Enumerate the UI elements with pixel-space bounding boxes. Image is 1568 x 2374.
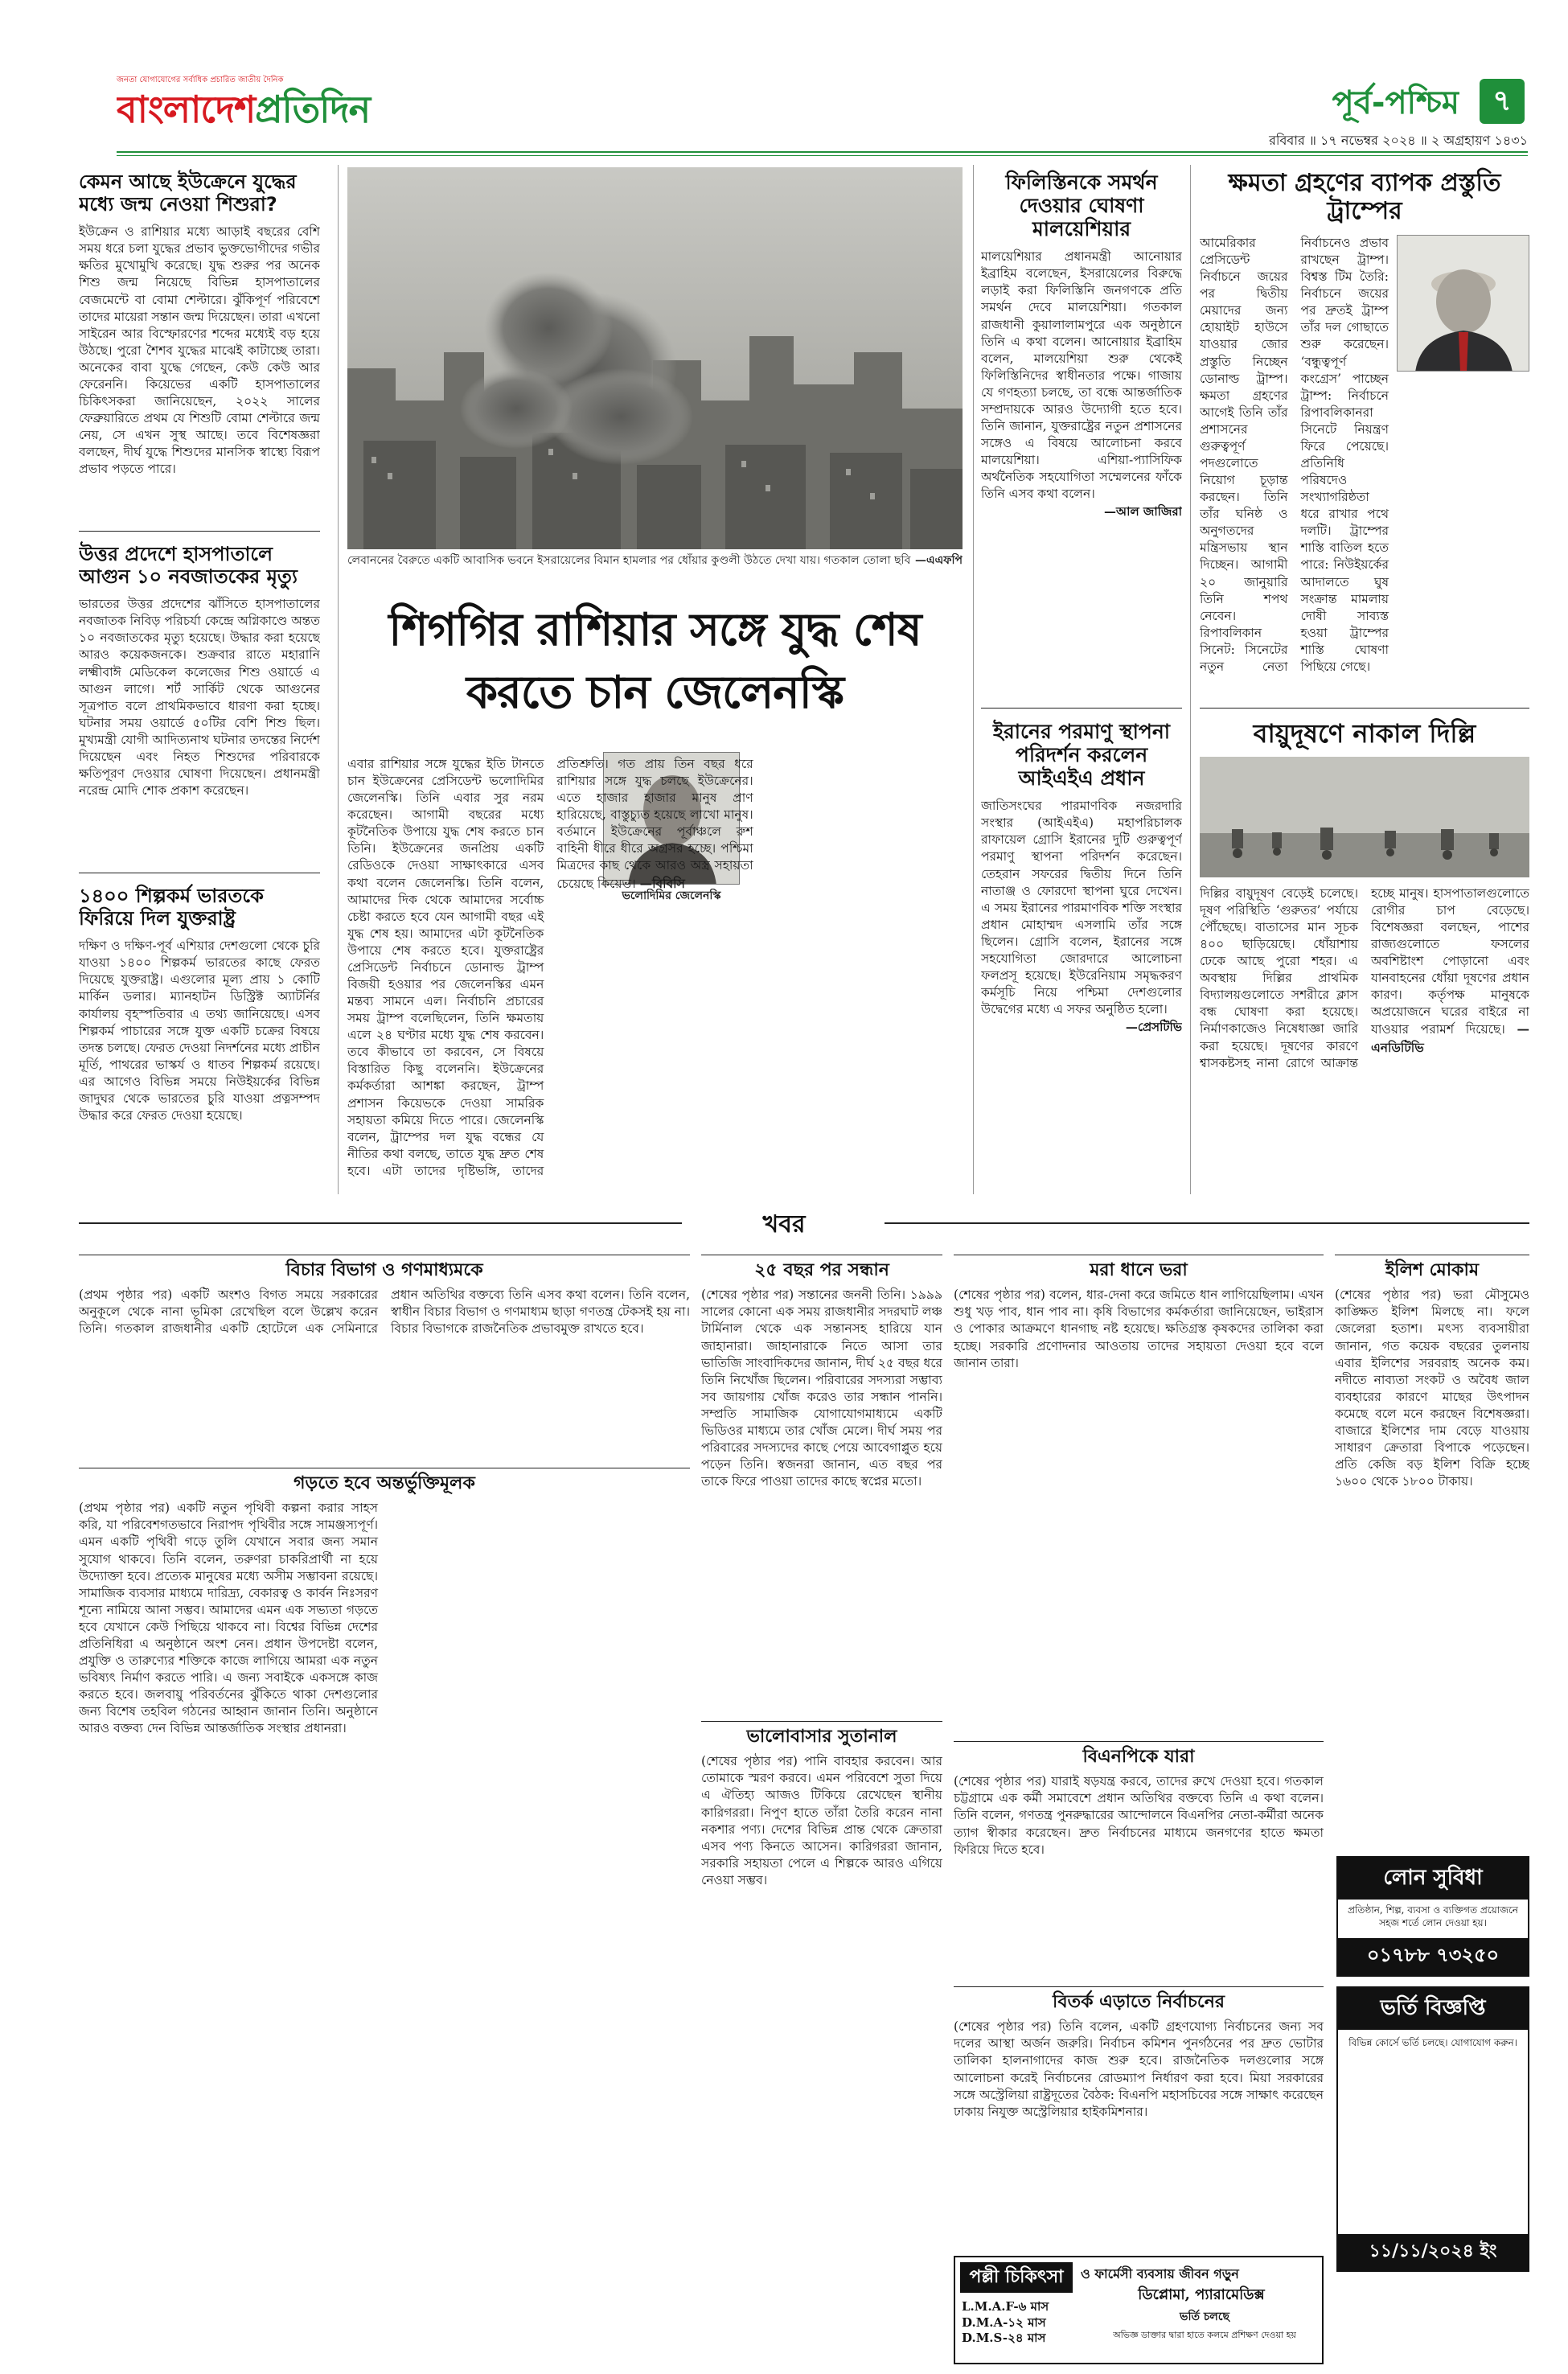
story-up-hospital-fire <box>79 537 320 867</box>
ad-loan-phone: ০১৭৮৮ ৭৩২৫০ <box>1338 1938 1528 1975</box>
divider <box>1200 708 1529 709</box>
jump-avoid-controversy <box>954 1986 1324 2252</box>
story-title: ক্ষমতা গ্রহণের ব্যাপক প্রস্তুতি ট্রাম্পের <box>1228 169 1501 225</box>
jump-found-after-25-years <box>701 1255 942 1705</box>
ad-loan <box>1336 1856 1529 1977</box>
ad-clinic-code: D.M.A-১২ মাস <box>962 2314 1046 2330</box>
lead-photo-caption <box>347 553 963 592</box>
column-rule <box>338 165 339 1194</box>
ad-clinic-sub: ও ফার্মেসী ব্যবসায় জীবন গড়ুন <box>1081 2266 1239 2282</box>
story-body: দক্ষিণ ও দক্ষিণ-পূর্ব এশিয়ার দেশগুলো থেকে চুরি যাওয়া ১৪০০ শিল্পকর্ম ভারতের কাছে ফেরত দিয়েছে যুক্তরাষ্ট্র। এগুলোর মূল্য প্রায় ১ কোটি মার্কিন ডলার। ম্যানহাটন ডিস্ট্রিক্ট অ্যাটর্নির কার্যালয় বৃহস্পতিবার এ তথ্য জানিয়েছে। এসব শিল্পকর্ম পাচারের সঙ্গে যুক্ত একটি চক্রের বিষয়ে তদন্ত চলছে। ফেরত দেওয়া নিদর্শনের মধ্যে প্রাচীন মূর্তি, পাথরের ভাস্কর্য ও ধাতব শিল্পকর্ম রয়েছে। এর আগেও বিভিন্ন সময়ে নিউইয়র্কের বিভিন্ন জাদুঘর থেকে ভারতের চুরি যাওয়া প্রত্নসম্পদ উদ্ধার করে ফেরত দেওয়া হয়েছে। <box>79 939 320 1123</box>
ad-clinic-code: D.M.S-২৪ মাস <box>962 2331 1046 2345</box>
story-credit: —আল জাজিরা <box>1104 504 1182 520</box>
story-title: ১৪০০ শিল্পকর্ম ভারতকে ফিরিয়ে দিল যুক্তরাষ্ট্র <box>79 885 264 930</box>
story-body: (শেষের পৃষ্ঠার পর) যারাই ষড়যন্ত্র করবে, তাদের রুখে দেওয়া হবে। গতকাল চট্টগ্রামে এক কর্মী সমাবেশে প্রধান অতিথির বক্তব্যে তিনি এ কথা বলেন। তিনি বলেন, গণতন্ত্র পুনরুদ্ধারের আন্দোলনে বিএনপির নেতা-কর্মীরা অনেক ত্যাগ স্বীকার করেছেন। দ্রুত নির্বাচনের মাধ্যমে জনগণের হাতে ক্ষমতা ফিরিয়ে দিতে হবে। <box>954 1774 1324 1857</box>
logo-name-part2: প্রতিদিন <box>255 88 371 131</box>
story-trump-preparation <box>1200 165 1529 704</box>
story-artifacts-returned <box>79 879 320 1194</box>
ad-clinic-title: পল্লী চিকিৎসা <box>960 2262 1073 2293</box>
story-body: জাতিসংঘের পারমাণবিক নজরদারি সংস্থার (আইএইএ) মহাপরিচালক রাফায়েল গ্রোসি ইরানের দুটি গুরুত্বপূর্ণ পরমাণু স্থাপনা পরিদর্শন করেছেন। তেহরান সফরের দ্বিতীয় দিনে তিনি নাতাঞ্জ ও ফোরদো স্থাপনা ঘুরে দেখেন। এ সময় ইরানের পারমাণবিক শক্তি সংস্থার প্রধান মোহাম্মদ এসলামি তাঁর সঙ্গে ছিলেন। গ্রোসি বলেন, ইরানের সঙ্গে সহযোগিতা জোরদারে আলোচনা ফলপ্রসূ হয়েছে। ইউরেনিয়াম সমৃদ্ধকরণ কর্মসূচি নিয়ে পশ্চিমা দেশগুলোর উদ্বেগের মধ্যে এ সফর অনুষ্ঠিত হলো। <box>981 799 1182 1017</box>
portrait-caption: ভলোদিমির জেলেনস্কি <box>622 889 721 902</box>
ad-loan-title: লোন সুবিধা <box>1338 1858 1528 1900</box>
masthead-logo <box>117 82 495 137</box>
story-body: (শেষের পৃষ্ঠার পর) বলেন, ধার-দেনা করে জমিতে ধান লাগিয়েছিলাম। এখন শুধু খড় পাব, ধান পাব না। কৃষি বিভাগের কর্মকর্তারা জানিয়েছেন, ভাইরাস ও পোকার আক্রমণে ধানগাছ নষ্ট হয়েছে। ক্ষতিগ্রস্ত কৃষকদের তালিকা করা হচ্ছে। সরকারি প্রণোদনার আওতায় তাদের সহায়তা দেওয়া হবে বলে জানান তারা। <box>954 1288 1324 1370</box>
issue-date: রবিবার ॥ ১৭ নভেম্বর ২০২৪ ॥ ২ অগ্রহায়ণ ১৪৩১ <box>1269 133 1528 148</box>
ad-clinic-footer: অভিজ্ঞ ডাক্তার দ্বারা হাতে কলমে প্রশিক্ষণ দেওয়া হয় <box>1113 2330 1296 2340</box>
story-title: ইলিশ মোকাম <box>1335 1255 1529 1280</box>
story-credit: —এনডিটিভি <box>1371 1021 1529 1055</box>
story-malaysia-palestine <box>981 165 1182 663</box>
column-rule <box>1190 165 1191 1194</box>
page-number-value: ৭ <box>1492 84 1512 117</box>
lead-body-text: এবার রাশিয়ার সঙ্গে যুদ্ধের ইতি টানতে চান ইউক্রেনের প্রেসিডেন্ট ভলোদিমির জেলেনস্কি। তিনি এবার সুর নরম করেছেন। আগামী বছরের মধ্যে কূটনৈতিক উপায়ে যুদ্ধ শেষ করতে চান তিনি। ইউক্রেনের জনপ্রিয় একটি রেডিওকে দেওয়া সাক্ষাৎকারে এসব কথা বলেন জেলেনস্কি। তিনি বলেন, আমাদের দিক থেকে আমাদের সর্বোচ্চ চেষ্টা করতে হবে যেন আগামী বছর এই যুদ্ধ শেষ হয়। আমাদের এটা কূটনৈতিক উপায়ে শেষ করতে হবে। যুক্তরাষ্ট্রের প্রেসিডেন্ট নির্বাচনে ডোনাল্ড ট্রাম্প বিজয়ী হওয়ার পর জেলেনস্কির এমন মন্তব্য সামনে এল। নির্বাচনি প্রচারের সময় ট্রাম্প বলেছিলেন, তিনি ক্ষমতায় এলে ২৪ ঘণ্টার মধ্যে যুদ্ধ শেষ করবেন। তবে কীভাবে তা করবেন, সে বিষয়ে বিস্তারিত কিছু বলেননি। ইউক্রেনের কর্মকর্তারা আশঙ্কা করছেন, ট্রাম্প প্রশাসন কিয়েভকে দেওয়া সামরিক সহায়তা কমিয়ে দিতে পারে। জেলেনস্কি বলেন, ট্রাম্পের দল যুদ্ধ বন্ধের যে নীতির কথা বলছে, তাতে যুদ্ধ দ্রুত শেষ হবে। এটা তাদের দৃষ্টিভঙ্গি, তাদের প্রতিশ্রুতি। গত প্রায় তিন বছর ধরে রাশিয়ার সঙ্গে যুদ্ধ চলছে ইউক্রেনের। এতে হাজার হাজার মানুষ প্রাণ হারিয়েছে, বাস্তুচ্যুত হয়েছে লাখো মানুষ। বর্তমানে ইউক্রেনের পূর্বাঞ্চলে রুশ বাহিনী ধীরে ধীরে অগ্রসর হচ্ছে। পশ্চিমা মিত্রদের কাছ থেকে আরও অস্ত্র সহায়তা চেয়েছে কিয়েভ। <box>347 757 753 1178</box>
ad-admission-text: বিভিন্ন কোর্সে ভর্তি চলছে। যোগাযোগ করুন। <box>1348 2037 1517 2048</box>
ad-clinic-codes <box>962 2299 1082 2347</box>
masthead-rule-thin <box>117 155 1528 156</box>
page-number <box>1480 79 1525 124</box>
jump-inclusive-world <box>79 1468 690 2272</box>
story-body: (শেষের পৃষ্ঠার পর) তিনি বলেন, একটি গ্রহণযোগ্য নির্বাচনের জন্য সব দলের আস্থা অর্জন জরুরি। নির্বাচন কমিশন পুনর্গঠনের পর দ্রুত ভোটার তালিকা হালনাগাদের কাজ শুরু হবে। রাজনৈতিক দলগুলোর সঙ্গে আলোচনা করেই নির্বাচনের রোডম্যাপ নির্ধারণ করা হবে। মিয়া সরকারের সঙ্গে অস্ট্রেলিয়া রাষ্ট্রদূতের বৈঠক: বিএনপি মহাসচিবের সঙ্গে সাক্ষাৎ করেছেন ঢাকায় নিযুক্ত অস্ট্রেলিয়ার হাইকমিশনার। <box>954 2019 1324 2119</box>
ad-village-doctor <box>954 2256 1324 2364</box>
caption-text: লেবাননের বৈরুতে একটি আবাসিক ভবনে ইসরায়েলের বিমান হামলার পর ধোঁয়ার কুণ্ডলী উঠতে দেখা যায়। গতকাল তোলা ছবি <box>347 554 911 567</box>
story-title: বিচার বিভাগ ও গণমাধ্যমকে <box>79 1255 690 1280</box>
section-bar-rule-right <box>885 1222 1529 1224</box>
section-title: পূর্ব-পশ্চিম <box>1332 84 1459 121</box>
caption-credit: —এএফপি <box>914 554 963 567</box>
divider <box>79 531 320 532</box>
logo-name-part1: বাংলাদেশ <box>117 88 256 131</box>
story-title: মরা ধানে ভরা <box>954 1255 1324 1280</box>
story-title: ফিলিস্তিনকে সমর্থন দেওয়ার ঘোষণা মালয়েশিয়ার <box>1005 170 1158 240</box>
story-delhi-pollution <box>1200 714 1529 1194</box>
ad-admission <box>1336 1986 1529 2272</box>
lead-photo <box>347 167 963 549</box>
story-body-text: দিল্লির বায়ুদূষণ বেড়েই চলেছে। দূষণ পরিস্থিতি ‘গুরুতর’ পর্যায়ে পৌঁছেছে। বাতাসের মান সূচক ৪০০ ছাড়িয়েছে। ধোঁয়াশায় ঢেকে আছে পুরো শহর। এ অবস্থায় দিল্লির প্রাথমিক বিদ্যালয়গুলোতে সশরীরে ক্লাস বন্ধ ঘোষণা করা হয়েছে। নির্মাণকাজেও নিষেধাজ্ঞা জারি করা হয়েছে। দূষণের কারণে শ্বাসকষ্টসহ নানা রোগে আক্রান্ত হচ্ছে মানুষ। হাসপাতালগুলোতে রোগীর চাপ বেড়েছে। বিশেষজ্ঞরা বলছেন, পাশের রাজ্যগুলোতে ফসলের অবশিষ্টাংশ পোড়ানো এবং যানবাহনের ধোঁয়া দূষণের প্রধান কারণ। কর্তৃপক্ষ মানুষকে অপ্রয়োজনে ঘরের বাইরে না যাওয়ার পরামর্শ দিয়েছে। <box>1200 885 1529 1070</box>
delhi-smog-photo <box>1200 757 1529 877</box>
jump-love-thread <box>701 1721 942 2272</box>
lead-body <box>347 756 963 1194</box>
story-title: বিএনপিকে যারা <box>954 1741 1324 1767</box>
story-ukraine-children <box>79 165 320 527</box>
story-body: ইউক্রেন ও রাশিয়ার মধ্যে আড়াই বছরের বেশি সময় ধরে চলা যুদ্ধের প্রভাব ভুক্তভোগীদের গভীর ক্ষতির মুখোমুখি করেছে। যুদ্ধ শুরুর পর অনেক শিশু জন্ম নিয়েছে বিভিন্ন হাসপাতালের বেজমেন্টে বা বোমা শেল্টারে। ঝুঁকিপূর্ণ পরিবেশে তাদের মায়েরা সন্তান জন্ম দিয়েছেন। তারা এখনো সাইরেন আর বিস্ফোরণের শব্দের মধ্যেই বড় হয়ে উঠছে। পুরো শৈশব যুদ্ধের মাঝেই কাটাচ্ছে তারা। অনেকের বাবা যুদ্ধে গেছেন, কেউ কেউ আর ফেরেননি। কিয়েভের একটি হাসপাতালের চিকিৎসকরা জানিয়েছেন, ২০২২ সালের ফেব্রুয়ারিতে প্রথম যে শিশুটি বোমা শেল্টারে জন্ম নেয়, সে এখন সুস্থ আছে। তবে বিশেষজ্ঞরা বলছেন, দীর্ঘ যুদ্ধে শিশুদের মানসিক স্বাস্থ্যে বিরূপ প্রভাব পড়তে পারে। <box>79 224 320 477</box>
ad-clinic-code: L.M.A.F-৬ মাস <box>962 2299 1049 2314</box>
masthead <box>0 0 1568 165</box>
ad-admission-title: ভর্তি বিজ্ঞপ্তি <box>1338 1988 1528 2030</box>
story-title: ২৫ বছর পর সন্ধান <box>701 1255 942 1280</box>
story-title: ভালোবাসার সুতানাল <box>701 1721 942 1747</box>
city-smoke-illustration <box>347 167 963 549</box>
story-body: মালয়েশিয়ার প্রধানমন্ত্রী আনোয়ার ইব্রাহিম বলেছেন, ইসরায়েলের বিরুদ্ধে লড়াই করা ফিলিস্তিনি জনগণকে প্রতি সমর্থন দেবে মালয়েশিয়া। গতকাল রাজধানী কুয়ালালামপুরে এক অনুষ্ঠানে তিনি এ কথা বলেন। আনোয়ার ইব্রাহিম বলেন, মালয়েশিয়া শুরু থেকেই ফিলিস্তিনিদের স্বাধীনতার পক্ষে। গাজায় যে গণহত্যা চলছে, তা বন্ধে আন্তর্জাতিক সম্প্রদায়কে আরও উদ্যোগী হতে হবে। তিনি জানান, যুক্তরাষ্ট্রের নতুন প্রশাসনের সঙ্গেও এ বিষয়ে আলোচনা করবে মালয়েশিয়া। এশিয়া-প্যাসিফিক অর্থনৈতিক সহযোগিতা সম্মেলনের ফাঁকে তিনি এসব কথা বলেন। <box>981 249 1182 502</box>
story-body: (শেষের পৃষ্ঠার পর) পানি বাবহার করবেন। আর তোমাকে স্মরণ করবে। এমন পরিবেশে সুতা দিয়ে এ ঐতিহ্য আজও টিকিয়ে রেখেছেন স্থানীয় কারিগররা। নিপুণ হাতে তাঁরা তৈরি করেন নানা নকশার পণ্য। দেশের বিভিন্ন প্রান্ত থেকে ক্রেতারা এসব পণ্য কিনতে আসেন। কারিগররা জানান, সরকারি সহায়তা পেলে এ শিল্পকে আরও এগিয়ে নেওয়া সম্ভব। <box>701 1754 942 1887</box>
story-title: ইরানের পরমাণু স্থাপনা পরিদর্শন করলেন আইএইএ প্রধান <box>992 720 1171 790</box>
section-bar-label: খবর <box>762 1210 806 1238</box>
story-title: বায়ুদূষণে নাকাল দিল্লি <box>1253 718 1476 749</box>
story-credit: —প্রেসটিভি <box>1125 1020 1182 1035</box>
ad-clinic-course: ডিপ্লোমা, প্যারামেডিক্স <box>1138 2286 1265 2303</box>
masthead-tagline: জনতা যোগাযোগের সর্বাধিক প্রচারিত জাতীয় দৈনিক <box>117 76 284 84</box>
story-title: বিতর্ক এড়াতে নির্বাচনের <box>954 1986 1324 2012</box>
column-rule <box>973 165 974 1194</box>
story-iaea-iran <box>981 714 1182 1194</box>
story-body: (শেষের পৃষ্ঠার পর) সন্তানের জননী তিনি। ১৯৯৯ সালের কোনো এক সময় রাজধানীর সদরঘাট লঞ্চ টার্মিনাল থেকে এক সন্তানসহ হারিয়ে যান জাহানারা। জাহানারাকে নিতে আসা তার ভাতিজি সাংবাদিকদের জানান, দীর্ঘ ২৫ বছর ধরে তিনি নিখোঁজ ছিলেন। পরিবারের সদস্যরা সম্ভাব্য সব জায়গায় খোঁজ করেও তার সন্ধান পাননি। সম্প্রতি সামাজিক যোগাযোগমাধ্যমে একটি ভিডিওর মাধ্যমে তার খোঁজ মেলে। দীর্ঘ সময় পর পরিবারের সদস্যদের কাছে পেয়ে আবেগাপ্লুত হয়ে পড়েন তিনি। স্বজনরা জানান, এত বছর পর তাকে ফিরে পাওয়া তাদের কাছে স্বপ্নের মতো। <box>701 1288 942 1489</box>
jump-dead-paddy <box>954 1255 1324 1737</box>
story-title: উত্তর প্রদেশে হাসপাতালে আগুন ১০ নবজাতকের মৃত্যু <box>79 543 298 588</box>
story-body <box>1200 885 1529 1072</box>
story-title: গড়তে হবে অন্তর্ভুক্তিমূলক <box>79 1468 690 1493</box>
lead-headline-text: শিগগির রাশিয়ার সঙ্গে যুদ্ধ শেষ করতে চান জেলেনস্কি <box>388 604 922 720</box>
section-bar-rule-left <box>79 1222 682 1224</box>
masthead-rule <box>117 151 1528 153</box>
ad-loan-text: প্রতিষ্ঠান, শিল্প, ব্যবসা ও ব্যক্তিগত প্রয়োজনে সহজ শর্তে লোন দেওয়া হয়। <box>1348 1904 1518 1928</box>
trump-portrait <box>1397 235 1529 372</box>
story-body: (শেষের পৃষ্ঠার পর) ভরা মৌসুমেও কাঙ্ক্ষিত ইলিশ মিলছে না। ফলে জেলেরা হতাশ। মৎস্য ব্যবসায়ীরা জানান, গত কয়েক বছরের তুলনায় এবার ইলিশের সরবরাহ অনেক কম। নদীতে নাব্যতা সংকট ও অবৈধ জাল ব্যবহারের কারণে মাছের উৎপাদন কমেছে বলে মনে করছেন বিশেষজ্ঞরা। বাজারে ইলিশের দাম বেড়ে যাওয়ায় সাধারণ ক্রেতারা বিপাকে পড়েছেন। প্রতি কেজি বড় ইলিশ বিক্রি হচ্ছে ১৬০০ থেকে ১৮০০ টাকায়। <box>1335 1288 1529 1489</box>
lead-headline <box>347 599 963 744</box>
jump-bnp-those-who <box>954 1741 1324 1982</box>
ad-admission-date: ১১/১১/২০২৪ ইং <box>1338 2234 1528 2270</box>
ad-clinic-note: ভর্তি চলছে <box>1180 2310 1229 2323</box>
story-body: ভারতের উত্তর প্রদেশের ঝাঁসিতে হাসপাতালের নবজাতক নিবিড় পরিচর্যা কেন্দ্রে অগ্নিকাণ্ডে অন্তত ১০ নবজাতকের মৃত্যু হয়েছে। উদ্ধার করা হয়েছে আরও কয়েকজনকে। শুক্রবার রাতে মহারানি লক্ষ্মীবাঈ মেডিকেল কলেজের শিশু ওয়ার্ডে এ আগুন লাগে। শর্ট সার্কিট থেকে আগুনের সূত্রপাত বলে প্রাথমিকভাবে ধারণা করা হচ্ছে। ঘটনার সময় ওয়ার্ডে ৫০টির বেশি শিশু ছিল। মুখ্যমন্ত্রী যোগী আদিত্যনাথ ঘটনার তদন্তের নির্দেশ দিয়েছেন এবং নিহত শিশুদের পরিবারকে ক্ষতিপূরণ দেওয়ার ঘোষণা দিয়েছেন। প্রধানমন্ত্রী নরেন্দ্র মোদি শোক প্রকাশ করেছেন। <box>79 597 320 799</box>
story-body: (প্রথম পৃষ্ঠার পর) একটি নতুন পৃথিবী কল্পনা করার সাহস করি, যা পরিবেশগতভাবে নিরাপদ পৃথিবীর সঙ্গে সামঞ্জস্যপূর্ণ। এমন একটি পৃথিবী গড়ে তুলি যেখানে সবার জন্য সমান সুযোগ থাকবে। তিনি বলেন, তরুণরা চাকরিপ্রার্থী না হয়ে উদ্যোক্তা হবে। প্রত্যেক মানুষের মধ্যে অসীম সম্ভাবনা রয়েছে। সামাজিক ব্যবসার মাধ্যমে দারিদ্র্য, বেকারত্ব ও কার্বন নিঃসরণ শূন্যে নামিয়ে আনা সম্ভব। আমাদের এমন এক সভ্যতা গড়তে হবে যেখানে কেউ পিছিয়ে থাকবে না। বিশ্বের বিভিন্ন দেশের প্রতিনিধিরা এ অনুষ্ঠানে অংশ নেন। প্রধান উপদেষ্টা বলেন, প্রযুক্তি ও তারুণ্যের শক্তিকে কাজে লাগিয়ে আমরা এক নতুন ভবিষ্যৎ নির্মাণ করতে পারি। এ জন্য সবাইকে একসঙ্গে কাজ করতে হবে। জলবায়ু পরিবর্তনের ঝুঁকিতে থাকা দেশগুলোর জন্য বিশেষ তহবিল গঠনের আহ্বান জানান তিনি। অনুষ্ঠানে আরও বক্তব্য দেন বিভিন্ন আন্তর্জাতিক সংস্থার প্রধানরা। <box>79 1501 378 1736</box>
story-body: (প্রথম পৃষ্ঠার পর) একটি অংশও বিগত সময়ে সরকারের অনুকূলে থেকে নানা ভূমিকা রেখেছিল বলে উল্লেখ করেন তিনি। গতকাল রাজধানীর একটি হোটেলে এক সেমিনারে প্রধান অতিথির বক্তব্যে তিনি এসব কথা বলেন। তিনি বলেন, স্বাধীন বিচার বিভাগ ও গণমাধ্যম ছাড়া গণতন্ত্র টেকসই হয় না। বিচার বিভাগকে রাজনৈতিক প্রভাবমুক্ত রাখতে হবে। <box>79 1288 690 1337</box>
jump-hilsa-market <box>1335 1255 1529 1850</box>
story-body: আমেরিকার প্রেসিডেন্ট নির্বাচনে জয়ের পর দ্বিতীয় মেয়াদের জন্য হোয়াইট হাউসে যাওয়ার জোর প্রস্তুতি নিচ্ছেন ডোনাল্ড ট্রাম্প। ক্ষমতা গ্রহণের আগেই তিনি তাঁর প্রশাসনের গুরুত্বপূর্ণ পদগুলোতে নিয়োগ চূড়ান্ত করছেন। তিনি তাঁর ঘনিষ্ঠ ও অনুগতদের মন্ত্রিসভায় স্থান দিচ্ছেন। আগামী ২০ জানুয়ারি তিনি শপথ নেবেন। রিপাবলিকান সিনেট: সিনেটের নতুন নেতা নির্বাচনেও প্রভাব রাখছেন ট্রাম্প। বিশ্বস্ত টিম তৈরি: নির্বাচনে জয়ের পর দ্রুতই ট্রাম্প তাঁর দল গোছাতে শুরু করেছেন। ‘বন্ধুত্বপূর্ণ কংগ্রেস’ পাচ্ছেন ট্রাম্প: নির্বাচনে রিপাবলিকানরা সিনেটে নিয়ন্ত্রণ ফিরে পেয়েছে। প্রতিনিধি পরিষদেও সংখ্যাগরিষ্ঠতা ধরে রাখার পথে দলটি। ট্রাম্পের শাস্তি বাতিল হতে পারে: নিউইয়র্কের আদালতে ঘুষ সংক্রান্ত মামলায় দোষী সাব্যস্ত হওয়া ট্রাম্পের শাস্তি ঘোষণা পিছিয়ে গেছে। <box>1200 236 1389 674</box>
lead-credit: —বিবিসি <box>639 875 685 891</box>
jump-judiciary-media <box>79 1255 690 1464</box>
story-title: কেমন আছে ইউক্রেনে যুদ্ধের মধ্যে জন্ম নেওয়া শিশুরা? <box>79 170 297 216</box>
divider <box>981 708 1182 709</box>
